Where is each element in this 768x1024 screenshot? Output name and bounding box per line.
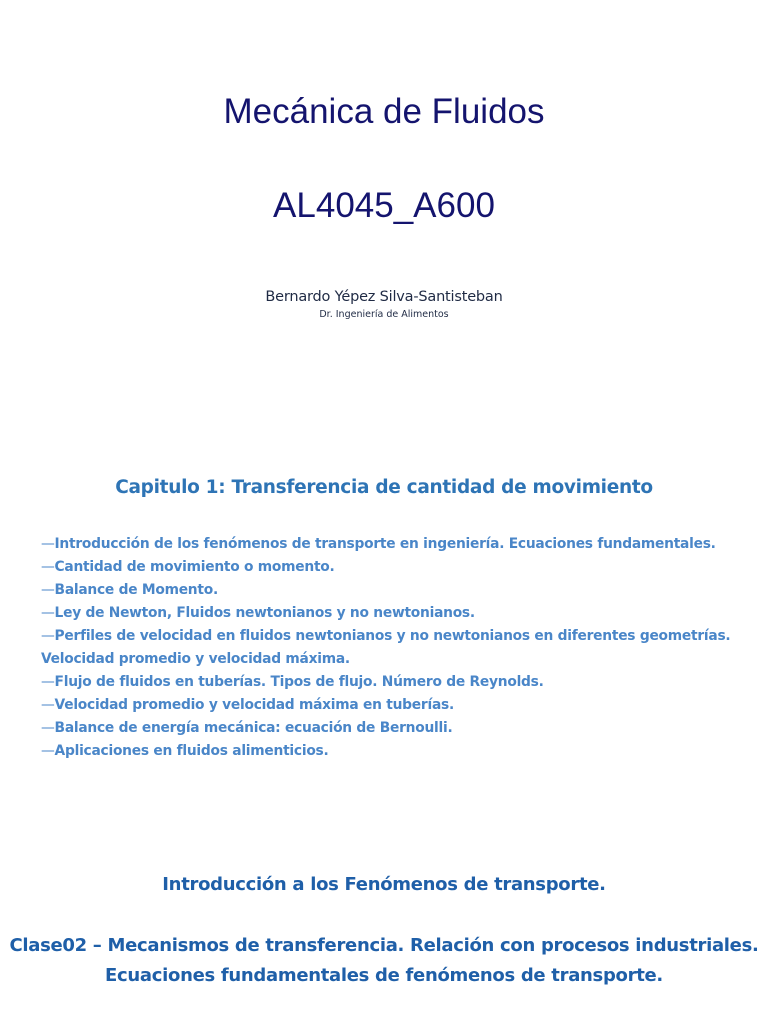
document-title: Mecánica de Fluidos <box>223 92 545 131</box>
topic-item <box>41 694 731 717</box>
intro-heading: Introducción a los Fenómenos de transporte. <box>162 874 606 895</box>
topic-item <box>41 556 731 579</box>
bullet-dash: — <box>41 674 55 690</box>
bullet-dash: — <box>41 559 55 575</box>
bullet-dash: — <box>41 743 55 759</box>
topic-item <box>41 533 731 556</box>
topic-text: Ley de Newton, Fluidos newtonianos y no newtonianos. <box>54 605 475 621</box>
topic-item <box>41 740 731 763</box>
topic-text: Flujo de fluidos en tuberías. Tipos de flujo. Número de Reynolds. <box>54 674 544 690</box>
topic-item <box>41 625 731 671</box>
class-heading: Clase02 – Mecanismos de transferencia. Relación con procesos industriales. Ecuaciones fundamentales de fenómenos de transporte. <box>9 935 759 986</box>
topic-text: Balance de Momento. <box>54 582 218 598</box>
topic-list <box>41 533 731 763</box>
author-name: Bernardo Yépez Silva-Santisteban <box>265 289 503 305</box>
bullet-dash: — <box>41 697 55 713</box>
topic-item <box>41 579 731 602</box>
topic-text: Aplicaciones en fluidos alimenticios. <box>54 743 329 759</box>
topic-item <box>41 671 731 694</box>
topic-item <box>41 602 731 625</box>
bullet-dash: — <box>41 536 55 552</box>
topic-text: Cantidad de movimiento o momento. <box>54 559 335 575</box>
topic-text: Balance de energía mecánica: ecuación de Bernoulli. <box>54 720 453 736</box>
bullet-dash: — <box>41 720 55 736</box>
bullet-dash: — <box>41 628 55 644</box>
topic-item <box>41 717 731 740</box>
chapter-heading: Capitulo 1: Transferencia de cantidad de movimiento <box>115 477 653 498</box>
topic-text: Introducción de los fenómenos de transporte en ingeniería. Ecuaciones fundamentales. <box>54 536 716 552</box>
author-degree: Dr. Ingeniería de Alimentos <box>319 309 449 320</box>
course-code: AL4045_A600 <box>273 186 495 225</box>
topic-text: Velocidad promedio y velocidad máxima en tuberías. <box>54 697 454 713</box>
bullet-dash: — <box>41 582 55 598</box>
bullet-dash: — <box>41 605 55 621</box>
topic-text: Perfiles de velocidad en fluidos newtonianos y no newtonianos en diferentes geometrías. Velocidad promedio y velocidad máxima. <box>41 628 731 667</box>
